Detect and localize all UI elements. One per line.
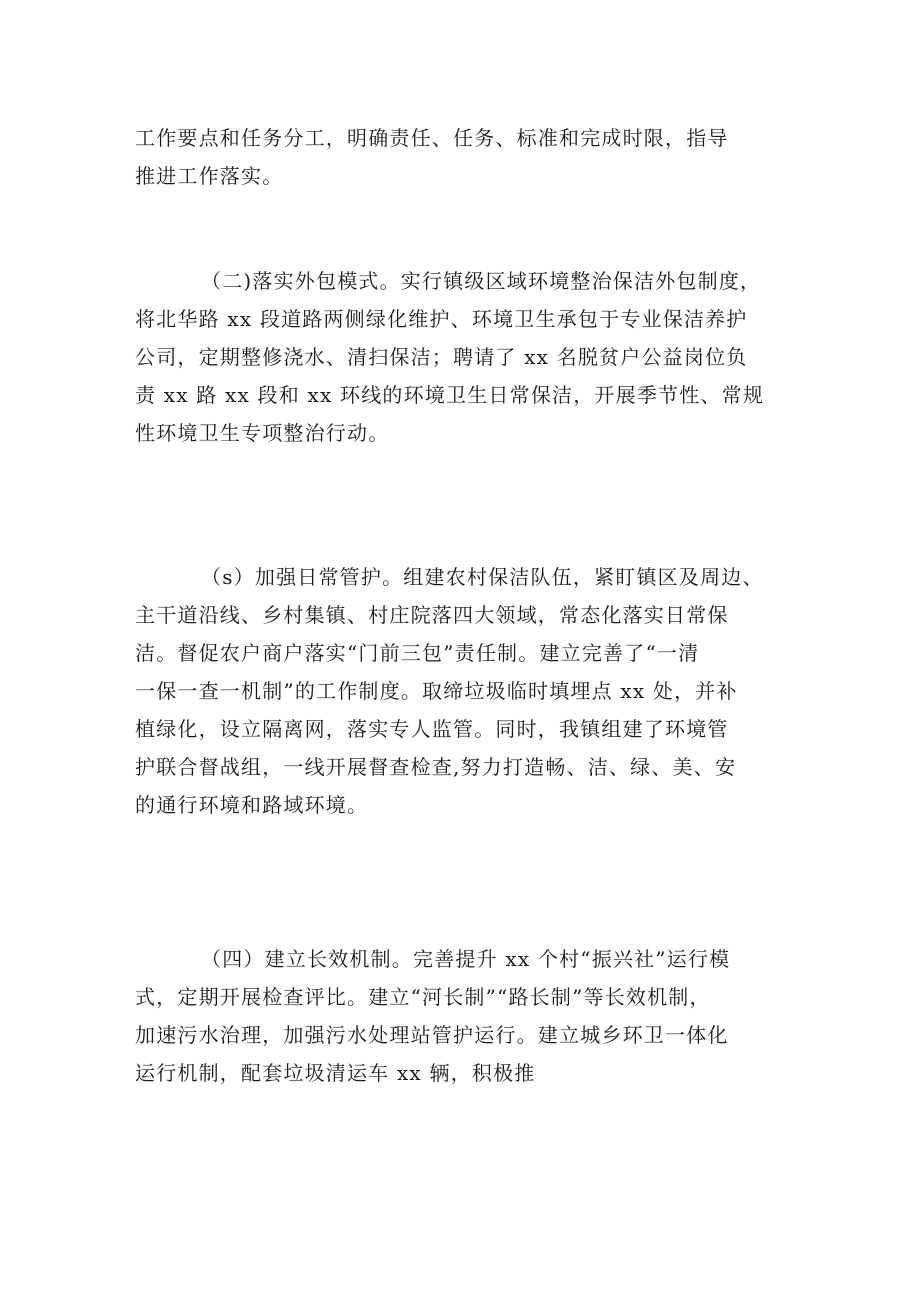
paragraph-line: （s）加强日常管护。组建农村保洁队伍，紧盯镇区及周边、 bbox=[201, 565, 764, 589]
paragraph-line: 式，定期开展检查评比。建立“河长制”“路长制”等长效机制， bbox=[135, 985, 711, 1009]
paragraph-daily-maintenance bbox=[135, 558, 795, 824]
paragraph-line: 加速污水治理，加强污水处理站管护运行。建立城乡环卫一体化 bbox=[135, 1023, 729, 1047]
paragraph-line: 运行机制，配套垃圾清运车 xx 辆，积极推 bbox=[135, 1061, 536, 1085]
paragraph-line: 工作要点和任务分工，明确责任、任务、标准和完成时限，指导 bbox=[135, 126, 729, 150]
paragraph-outsourcing-model bbox=[135, 262, 795, 452]
paragraph-work-points bbox=[135, 119, 795, 195]
paragraph-line: 将北华路 xx 段道路两侧绿化维护、环境卫生承包于专业保洁养护 bbox=[135, 307, 748, 331]
paragraph-line: 公司，定期整修浇水、清扫保洁；聘请了 xx 名脱贫户公益岗位负 bbox=[135, 345, 748, 369]
paragraph-long-term-mechanism bbox=[135, 940, 795, 1092]
paragraph-line: 主干道沿线、乡村集镇、村庄院落四大领域，常态化落实日常保 bbox=[135, 603, 729, 627]
paragraph-line: （二)落实外包模式。实行镇级区域环境整治保洁外包制度， bbox=[201, 269, 762, 293]
paragraph-line: 性环境卫生专项整治行动。 bbox=[135, 421, 390, 445]
paragraph-line: 护联合督战组，一线开展督查检查,努力打造畅、洁、绿、美、安 bbox=[135, 755, 737, 779]
paragraph-line: 洁。督促农户商户落实“门前三包”责任制。建立完善了“一清 bbox=[135, 641, 700, 665]
paragraph-line: 植绿化，设立隔离网，落实专人监管。同时，我镇组建了环境管 bbox=[135, 717, 729, 741]
paragraph-line: 的通行环境和路域环境。 bbox=[135, 793, 369, 817]
paragraph-line: 责 xx 路 xx 段和 xx 环线的环境卫生日常保洁，开展季节性、常规 bbox=[135, 383, 765, 407]
paragraph-line: （四）建立长效机制。完善提升 xx 个村“振兴社”运行模 bbox=[201, 947, 731, 971]
paragraph-line: 推进工作落实。 bbox=[135, 164, 284, 188]
paragraph-line: 一保一查一机制”的工作制度。取缔垃圾临时填埋点 xx 处，并补 bbox=[135, 679, 738, 703]
